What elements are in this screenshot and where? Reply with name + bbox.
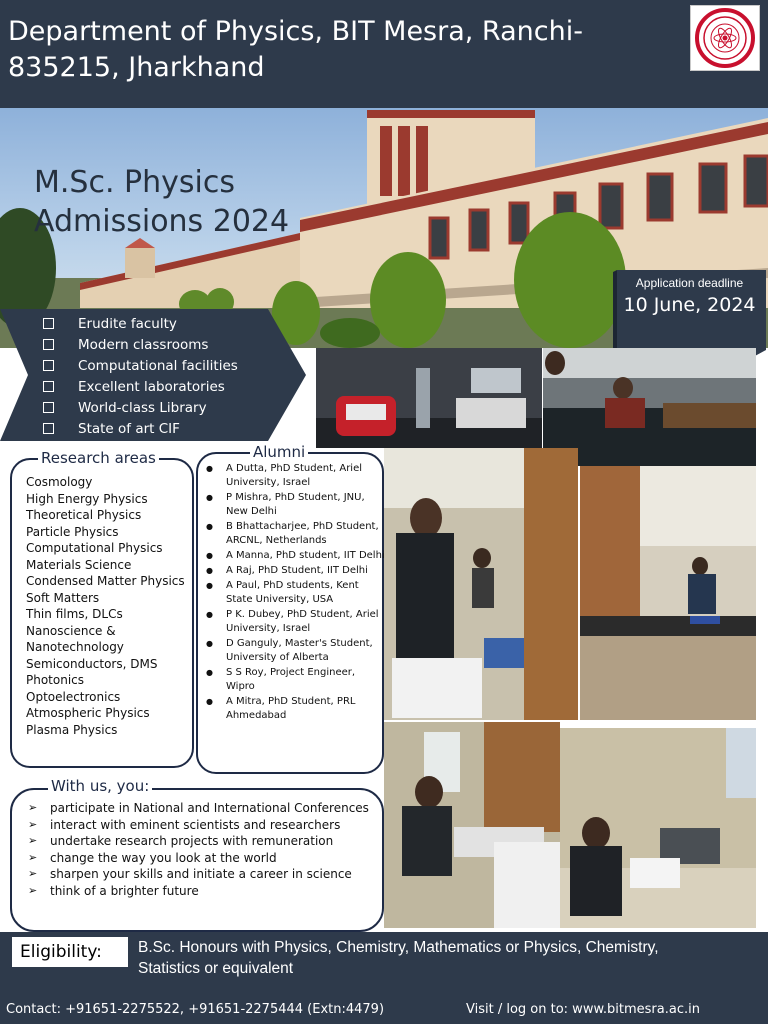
research-item: High Energy Physics [26,491,148,506]
checkbox-icon [43,318,54,329]
alumni-item: ● B Bhattacharjee, PhD Student, ARCNL, Netherlands [206,520,386,548]
alumni-item: ● A Manna, PhD student, IIT Delhi [206,549,386,563]
benefit-item: ➢ participate in National and International Conferences [28,800,380,817]
admissions-headline [34,163,289,241]
alumni-item: ● A Mitra, PhD Student, PRL Ahmedabad [206,695,386,723]
alumni-item: ● P Mishra, PhD Student, JNU, New Delhi [206,491,386,519]
research-item: Nanotechnology [26,640,124,654]
benefit-item: ➢ change the way you look at the world [28,850,380,867]
page-title: Department of Physics, BIT Mesra, Ranchi-835215, Jharkhand [8,16,583,83]
eligibility-text: B.Sc. Honours with Physics, Chemistry, Mathematics or Physics, Chemistry, Statistics or equivalent [138,939,659,977]
lab-photo-magnet [316,348,542,448]
research-item: Atmospheric Physics [26,706,150,720]
alumni-item: ● A Raj, PhD Student, IIT Delhi [206,564,386,578]
checkbox-icon [43,423,54,434]
alumni-list [206,462,386,724]
feature-item: Erudite faculty [40,313,238,334]
benefits-list [28,800,380,899]
deadline-label: Application deadline [635,276,744,290]
research-item: Photonics [26,673,85,687]
research-areas-list [26,474,188,738]
research-item: Nanoscience & [26,623,116,638]
feature-item: Excellent laboratories [40,376,238,397]
research-item: Optoelectronics [26,689,121,704]
alumni-title: Alumni [250,443,308,461]
research-item: Condensed Matter Physics [26,574,185,588]
feature-item: State of art CIF [40,418,238,439]
website-link[interactable]: Visit / log on to: www.bitmesra.ac.in [466,1002,700,1017]
lab-photo-optics [384,722,560,928]
with-us-title: With us, you: [48,777,152,795]
alumni-item: ● A Paul, PhD students, Kent State University, USA [206,579,386,607]
research-item: Particle Physics [26,524,119,539]
headline-line-2: Admissions 2024 [34,204,290,239]
research-item: Materials Science [26,557,132,572]
features-list [40,313,238,439]
checkbox-icon [43,339,54,350]
research-item: Semiconductors, DMS [26,656,158,671]
headline-line-1: M.Sc. Physics [34,165,235,200]
alumni-item: ● D Ganguly, Master's Student, University of Alberta [206,637,386,665]
alumni-item: ● S S Roy, Project Engineer, Wipro [206,666,386,694]
lab-photo-bench [580,466,756,720]
lab-photo-experiment [384,448,578,720]
alumni-item: ● A Dutta, PhD Student, Ariel University, Israel [206,462,386,490]
research-areas-title: Research areas [38,449,159,467]
feature-item: Modern classrooms [40,334,238,355]
benefit-item: ➢ interact with eminent scientists and researchers [28,817,380,834]
checkbox-icon [43,360,54,371]
deadline-date: 10 June, 2024 [623,294,756,316]
research-item: Theoretical Physics [26,508,142,522]
benefit-item: ➢ sharpen your skills and initiate a career in science [28,866,380,883]
feature-item: Computational facilities [40,355,238,376]
research-item: Computational Physics [26,541,163,555]
lab-photo-instrument [560,728,756,928]
alumni-item: ● P K. Dubey, PhD Student, Ariel University, Israel [206,608,386,636]
research-item: Plasma Physics [26,722,118,737]
checkbox-icon [43,381,54,392]
benefit-item: ➢ undertake research projects with remuneration [28,833,380,850]
research-item: Thin films, DLCs [26,607,123,621]
benefit-item: ➢ think of a brighter future [28,883,380,900]
eligibility-label: Eligibility: [20,942,102,962]
feature-item: World-class Library [40,397,238,418]
university-seal-icon [690,5,760,71]
checkbox-icon [43,402,54,413]
contact-info: Contact: +91651-2275522, +91651-2275444 (Extn:4479) [6,1002,385,1017]
research-item: Soft Matters [26,590,100,605]
research-item: Cosmology [26,475,93,489]
